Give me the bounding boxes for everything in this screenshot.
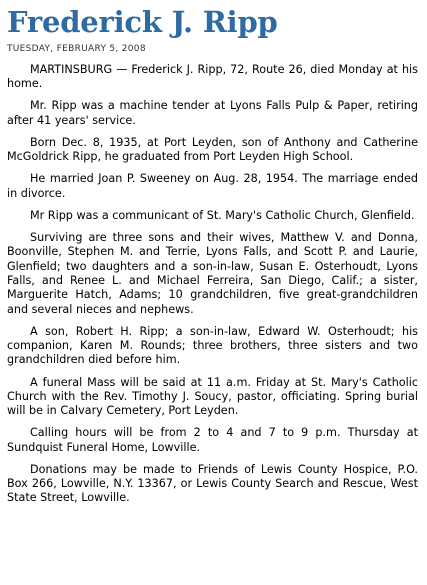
page-title: Frederick J. Ripp (7, 5, 278, 39)
paragraph-death-notice: MARTINSBURG — Frederick J. Ripp, 72, Route 26, died Monday at his home. (7, 63, 418, 91)
paragraph-career: Mr. Ripp was a machine tender at Lyons Falls Pulp & Paper, retiring after 41 years' service. (7, 99, 418, 127)
paragraph-birth: Born Dec. 8, 1935, at Port Leyden, son of Anthony and Catherine McGoldrick Ripp, he graduated from Port Leyden High School. (7, 135, 418, 164)
publication-date: TUESDAY, FEBRUARY 5, 2008 (7, 44, 146, 54)
paragraph-church: Mr Ripp was a communicant of St. Mary's Catholic Church, Glenfield. (30, 208, 415, 222)
paragraph-calling-hours: Calling hours will be from 2 to 4 and 7 to 9 p.m. Thursday at Sundquist Funeral Home, Lowville. (7, 426, 418, 454)
paragraph-survivors: Surviving are three sons and their wives, Matthew V. and Donna, Boonville, Stephen M. and Terrie, Lyons Falls, and Scott P. and Laurie, Glenfield; two daughters and a son-in-law, Susan E. Osterhoudt, Lyons Falls, and Renee L. and Michael Ferreira, San Diego, Calif.; a sister, Marguerite Hatch, Adams; 10 grandchildren, five great-grandchildren and several nieces and nephews. (7, 231, 418, 316)
article-body (7, 63, 420, 506)
paragraph-funeral: A funeral Mass will be said at 11 a.m. Friday at St. Mary's Catholic Church with the Rev. Timothy J. Soucy, pastor, officiating. Spring burial will be in Calvary Cemetery, Port Leyden. (7, 375, 418, 418)
paragraph-predeceased: A son, Robert H. Ripp; a son-in-law, Edward W. Osterhoudt; his companion, Karen M. Rounds; three brothers, three sisters and two grandchildren died before him. (7, 324, 418, 367)
paragraph-donations: Donations may be made to Friends of Lewis County Hospice, P.O. Box 266, Lowville, N.Y. 13367, or Lewis County Search and Rescue, West State Street, Lowville. (7, 462, 418, 505)
paragraph-marriage: He married Joan P. Sweeney on Aug. 28, 1954. The marriage ended in divorce. (7, 172, 418, 200)
